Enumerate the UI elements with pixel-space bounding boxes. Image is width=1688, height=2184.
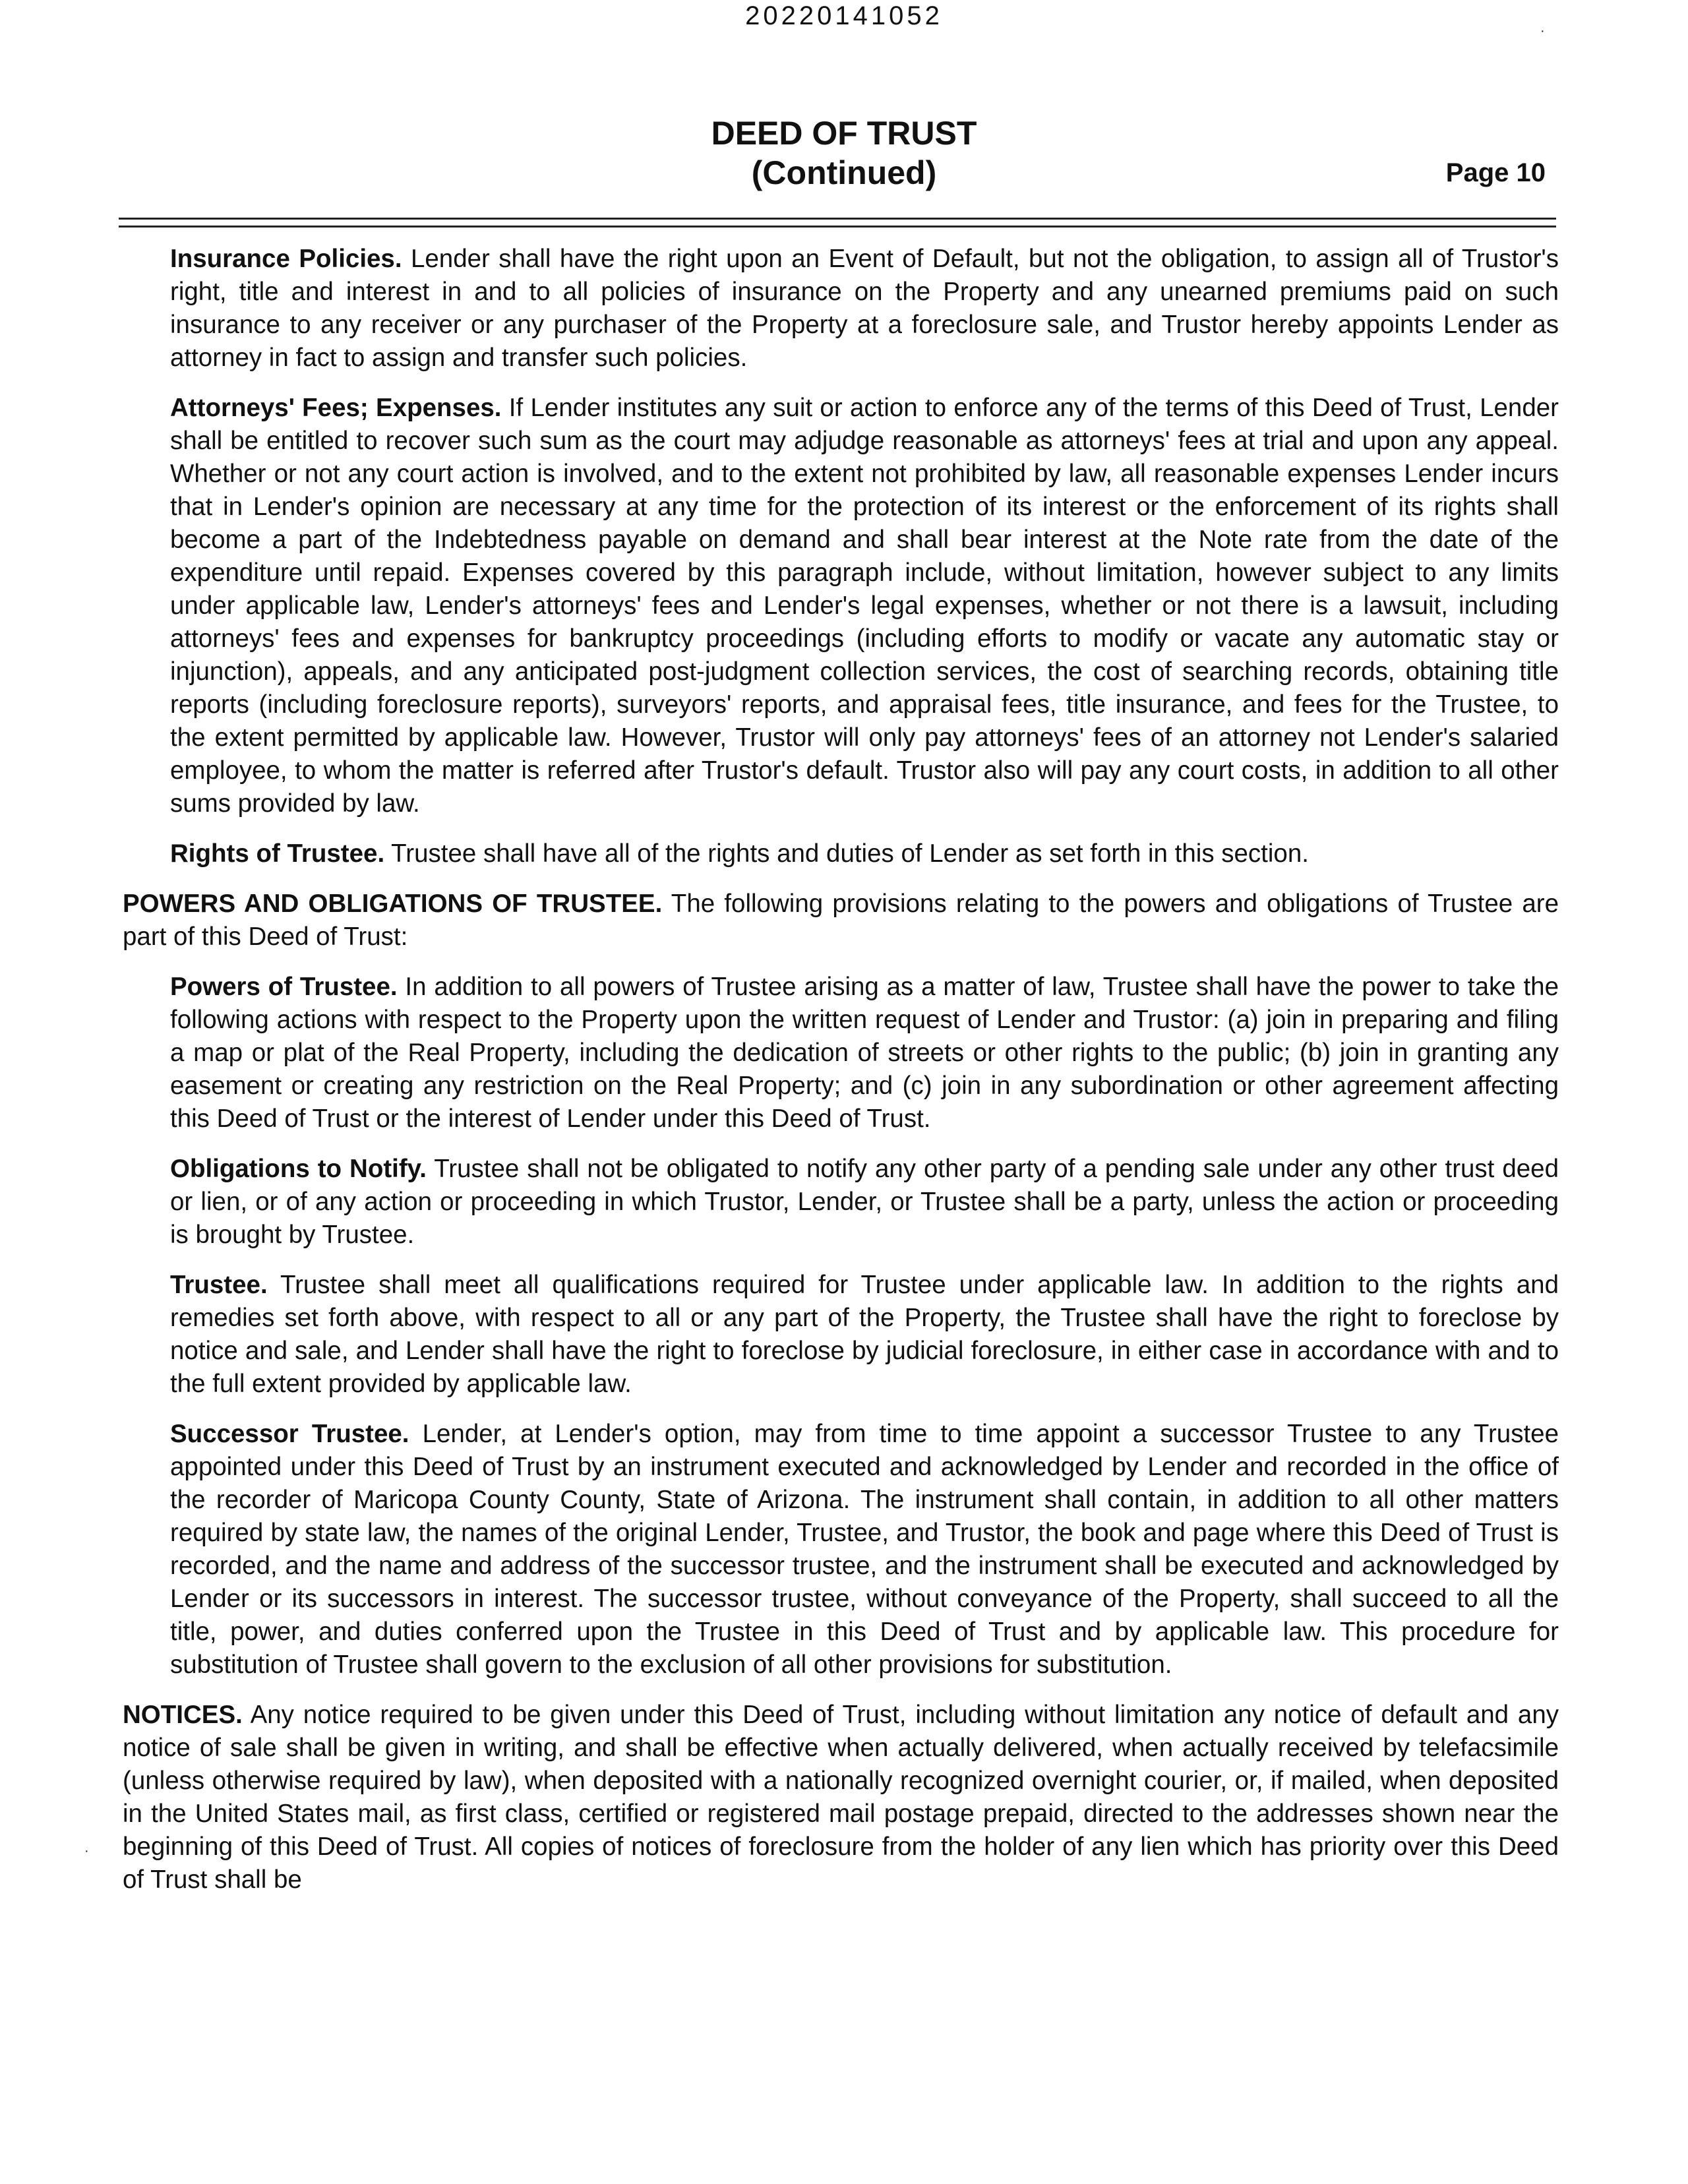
section-powers-of-trustee [170,971,1559,1136]
margin-mark: · [84,1844,89,1858]
document-body [123,243,1559,1914]
document-title: DEED OF TRUST [711,115,977,152]
section-notices [123,1699,1559,1896]
section-rights-of-trustee [170,837,1559,870]
section-text: Trustee shall have all of the rights and duties of Lender as set forth in this section. [391,839,1309,868]
section-text: Trustee shall meet all qualifications required for Trustee under applicable law. In addition to the rights and remedies set forth above, with respect to all or any part of the Property, the Trustee shall have the right to foreclose by notice and sale, and Lender shall have the right to foreclose by judicial foreclosure, in either case in accordance with and to the full extent provided by applicable law. [170,1271,1559,1398]
section-obligations-to-notify [170,1153,1559,1252]
section-text: Any notice required to be given under this Deed of Trust, including without limitation any notice of default and any notice of sale shall be given in writing, and shall be effective when actually delivered, when actually received by telefacsimile (unless otherwise required by law), when deposited with a nationally recognized overnight courier, or, if mailed, when deposited in the United States mail, as first class, certified or registered mail postage prepaid, directed to the addresses shown near the beginning of this Deed of Trust. All copies of notices of foreclosure from the holder of any lien which has priority over this Deed of Trust shall be [123,1701,1559,1894]
section-text: The following provisions relating to the powers and obligations of Trustee are part of this Deed of Trust: [123,890,1559,951]
section-attorneys-fees [170,392,1559,820]
section-successor-trustee [170,1418,1559,1682]
section-text: Trustee shall not be obligated to notify any other party of a pending sale under any other trust deed or lien, or of any action or proceeding in which Trustor, Lender, or Trustee shall be a party, unless the action or proceeding is brought by Trustee. [170,1155,1559,1249]
corner-mark: · [1540,24,1545,38]
section-heading: Insurance Policies. [170,245,402,273]
section-text: If Lender institutes any suit or action to enforce any of the terms of this Deed of Trust, Lender shall be entitled to recover such sum as the court may adjudge reasonable as attorneys' fees at trial and upon any appeal. Whether or not any court action is involved, and to the extent not prohibited by law, all reasonable expenses Lender incurs that in Lender's opinion are necessary at any time for the protection of its interest or the enforcement of its rights shall become a part of the Indebtedness payable on demand and shall bear interest at the Note rate from the date of the expenditure until repaid. Expenses covered by this paragraph include, without limitation, however subject to any limits under applicable law, Lender's attorneys' fees and Lender's legal expenses, whether or not there is a lawsuit, including attorneys' fees and expenses for bankruptcy proceedings (including efforts to modify or vacate any automatic stay or injunction), appeals, and any anticipated post-judgment collection services, the cost of searching records, obtaining title reports (including foreclosure reports), surveyors' reports, and appraisal fees, title insurance, and fees for the Trustee, to the extent permitted by applicable law. However, Trustor will only pay attorneys' fees of an attorney not Lender's salaried employee, to whom the matter is referred after Trustor's default. Trustor also will pay any court costs, in addition to all other sums provided by law. [170,394,1559,818]
section-heading: Attorneys' Fees; Expenses. [170,394,502,422]
section-text: In addition to all powers of Trustee arising as a matter of law, Trustee shall have the power to take the following actions with respect to the Property upon the written request of Lender and Trustor: (a) join in preparing and filing a map or plat of the Real Property, including the dedication of streets or other rights to the public; (b) join in granting any easement or creating any restriction on the Real Property; and (c) join in any subordination or other agreement affecting this Deed of Trust or the interest of Lender under this Deed of Trust. [170,973,1559,1133]
section-trustee [170,1269,1559,1401]
section-heading: Rights of Trustee. [170,839,385,868]
document-title-block [0,113,1688,193]
section-powers-obligations [123,888,1559,954]
section-heading: Successor Trustee. [170,1420,409,1448]
section-heading: Obligations to Notify. [170,1155,427,1183]
section-heading: NOTICES. [123,1701,243,1729]
section-insurance-policies [170,243,1559,375]
section-heading: Powers of Trustee. [170,973,398,1001]
section-text: Lender, at Lender's option, may from time to time appoint a successor Trustee to any Trustee appointed under this Deed of Trust by an instrument executed and acknowledged by Lender and recorded in the office of the recorder of Maricopa County County, State of Arizona. The instrument shall contain, in addition to all other matters required by state law, the names of the original Lender, Trustee, and Trustor, the book and page where this Deed of Trust is recorded, and the name and address of the successor trustee, and the instrument shall be executed and acknowledged by Lender or its successors in interest. The successor trustee, without conveyance of the Property, shall succeed to all the title, power, and duties conferred upon the Trustee in this Deed of Trust and by applicable law. This procedure for substitution of Trustee shall govern to the exclusion of all other provisions for substitution. [170,1420,1559,1679]
section-text: Lender shall have the right upon an Event of Default, but not the obligation, to assign all of Trustor's right, title and interest in and to all policies of insurance on the Property and any unearned premiums paid on such insurance to any receiver or any purchaser of the Property at a foreclosure sale, and Trustor hereby appoints Lender as attorney in fact to assign and transfer such policies. [170,245,1559,372]
header-divider-bottom [119,226,1556,228]
recording-number: 20220141052 [745,1,943,30]
section-heading: Trustee. [170,1271,268,1299]
section-heading: POWERS AND OBLIGATIONS OF TRUSTEE. [123,890,663,918]
document-subtitle: (Continued) [751,154,937,191]
page-number: Page 10 [1445,158,1546,187]
header-divider-top [119,218,1556,220]
